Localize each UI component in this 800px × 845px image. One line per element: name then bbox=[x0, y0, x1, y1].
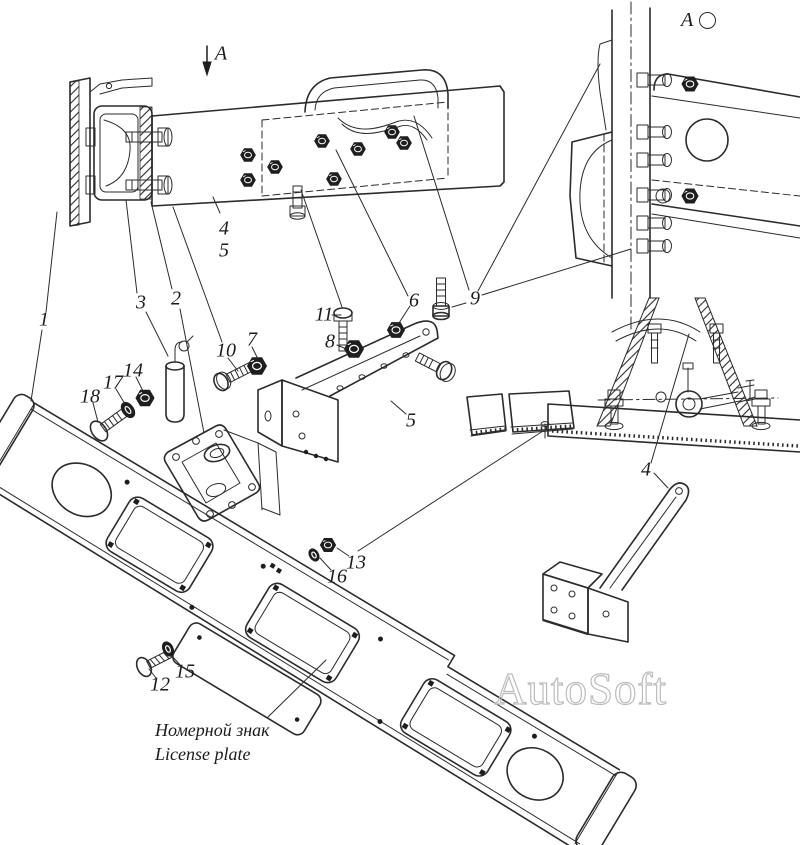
caption-ru: Номерной знак bbox=[155, 720, 270, 740]
view-ref bbox=[681, 9, 716, 32]
callout-1: 1 bbox=[39, 308, 49, 331]
view-a-frame-rail bbox=[570, 2, 800, 332]
nut-14 bbox=[136, 390, 154, 406]
nut-7 bbox=[248, 358, 267, 374]
callout-3: 3 bbox=[136, 291, 146, 314]
tow-pin-bracket bbox=[164, 425, 280, 521]
hanging-bolt bbox=[290, 186, 305, 219]
bumper-beam bbox=[0, 391, 648, 845]
callout-15: 15 bbox=[175, 660, 195, 683]
callout-12: 12 bbox=[150, 673, 170, 696]
nut-13 bbox=[320, 538, 335, 551]
callout-18: 18 bbox=[80, 385, 100, 408]
callout-17: 17 bbox=[103, 371, 123, 394]
washer-17 bbox=[119, 400, 138, 420]
callout-7: 7 bbox=[247, 328, 257, 351]
callout-4-right: 4 bbox=[641, 458, 651, 481]
callout-13: 13 bbox=[346, 551, 366, 574]
callout-5-bracket: 5 bbox=[406, 409, 416, 432]
pin-3 bbox=[166, 336, 193, 422]
nut-6 bbox=[387, 323, 404, 338]
view-arrow-label: А bbox=[214, 42, 228, 65]
view-ref-circle-icon bbox=[699, 12, 716, 29]
callout-10: 10 bbox=[216, 339, 236, 362]
leader-lines bbox=[31, 64, 689, 717]
callout-16: 16 bbox=[327, 565, 347, 588]
callout-11: 11 bbox=[314, 303, 334, 326]
watermark: AutoSoft bbox=[494, 664, 668, 714]
crossmember-bottom-view bbox=[548, 298, 800, 452]
callout-9: 9 bbox=[470, 287, 480, 310]
callout-5-top: 5 bbox=[219, 239, 229, 262]
callout-14: 14 bbox=[123, 359, 143, 382]
bracket-bottom-right bbox=[543, 483, 689, 642]
nut-8 bbox=[345, 341, 364, 357]
bar-bolt-right bbox=[752, 390, 770, 430]
callout-6: 6 bbox=[409, 289, 419, 312]
view-ref-label: А bbox=[681, 9, 694, 31]
caption-en: License plate bbox=[155, 744, 251, 764]
callout-4-top: 4 bbox=[219, 217, 229, 240]
bolt-9-angled bbox=[413, 349, 458, 385]
callout-2: 2 bbox=[171, 287, 181, 310]
callout-8: 8 bbox=[325, 330, 335, 353]
view-a-arrow bbox=[203, 46, 211, 75]
bolt-9-vertical bbox=[433, 278, 449, 320]
washer-16 bbox=[307, 547, 321, 563]
side-view-bracket-assembly bbox=[70, 70, 504, 226]
